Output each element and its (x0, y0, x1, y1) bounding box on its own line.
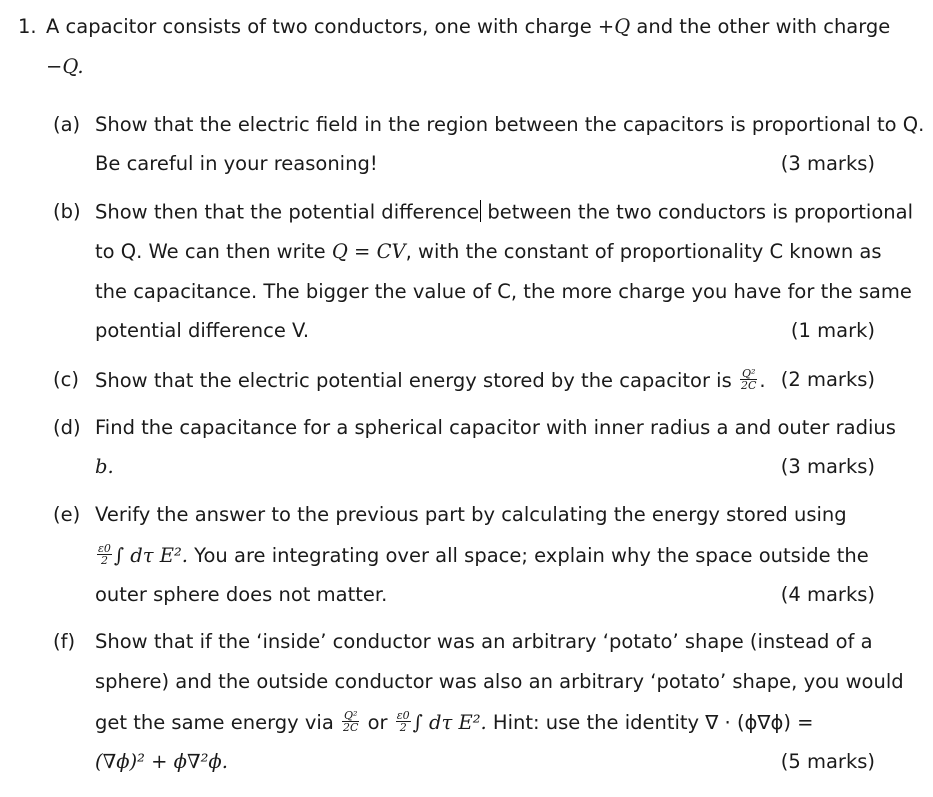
problem-intro-line-2: −Q. (46, 55, 84, 78)
part-f-label: (f) (53, 630, 76, 653)
energy-fraction-numerator: Q² (741, 367, 756, 380)
part-e-label: (e) (53, 503, 81, 526)
part-b-line-2 (95, 242, 882, 262)
part-b-label: (b) (53, 200, 81, 223)
part-d-line-2: b. (95, 455, 114, 478)
intro-text-b: and the other with charge (630, 15, 891, 38)
part-c-label: (c) (53, 368, 79, 391)
epsilon-fraction-f-denominator: 2 (399, 721, 407, 734)
part-f-line-3 (95, 709, 814, 735)
epsilon-fraction-numerator: ε0 (98, 542, 111, 555)
intro-charge-positive: +Q (597, 15, 631, 38)
epsilon-fraction-denominator: 2 (100, 554, 108, 567)
part-d-line-1: Find the capacitance for a spherical capacitor with inner radius a and outer radius (95, 416, 896, 439)
part-a-label: (a) (53, 113, 81, 136)
part-f-line-1: Show that if the ‘inside’ conductor was an arbitrary ‘potato’ shape (instead of a (95, 630, 873, 653)
part-f-or: or (361, 711, 394, 734)
part-e-line-1: Verify the answer to the previous part by calculating the energy stored using (95, 503, 847, 526)
energy-integral-f: ∫ dτ E². (412, 711, 487, 734)
text-cursor (480, 200, 481, 222)
part-f-line-3-a: get the same energy via (95, 711, 340, 734)
problem-number: 1. (18, 15, 37, 38)
energy-fraction-f-denominator: 2C (342, 721, 359, 734)
part-c-text: Show that the electric potential energy stored by the capacitor is (95, 369, 738, 392)
part-f-hint: Hint: use the identity ∇ · (ϕ∇ϕ) = (486, 711, 814, 734)
part-a-marks: (3 marks) (780, 152, 875, 175)
intro-text-a: A capacitor consists of two conductors, one with charge (46, 15, 598, 38)
part-b-equation: Q = CV (331, 240, 406, 263)
part-c-period: . (759, 369, 766, 392)
energy-fraction-f (342, 710, 359, 733)
part-a-line-2: Be careful in your reasoning! (95, 152, 378, 175)
part-f-marks: (5 marks) (780, 750, 875, 773)
part-b-line-1-b: between the two conductors is proportional (481, 200, 913, 224)
part-a-line-1: Show that the electric field in the region between the capacitors is proportional to Q. (95, 113, 925, 136)
epsilon-fraction (97, 543, 112, 566)
part-b-line-2-a: to Q. We can then write (95, 240, 332, 263)
part-b-line-1-a: Show then that the potential difference (95, 200, 480, 224)
energy-fraction-f-numerator: Q² (343, 709, 358, 722)
part-b-line-4: potential difference V. (95, 319, 310, 342)
part-e-line-2 (95, 542, 869, 568)
part-f-line-2: sphere) and the outside conductor was also an arbitrary ‘potato’ shape, you would (95, 670, 904, 693)
part-e-line-3: outer sphere does not matter. (95, 583, 388, 606)
part-d-label: (d) (53, 416, 81, 439)
epsilon-fraction-f (396, 710, 411, 733)
part-c-marks: (2 marks) (780, 368, 875, 391)
part-b-line-3: the capacitance. The bigger the value of C, the more charge you have for the same (95, 280, 912, 303)
part-b-line-2-b: , with the constant of proportionality C known as (405, 240, 882, 263)
part-c-line-1 (95, 367, 766, 393)
energy-fraction (740, 368, 757, 391)
part-b-line-1 (95, 202, 913, 224)
part-e-line-2-text: You are integrating over all space; explain why the space outside the (187, 544, 869, 567)
problem-intro-line-1 (46, 15, 891, 38)
part-b-marks: (1 mark) (790, 319, 875, 342)
epsilon-fraction-f-numerator: ε0 (396, 709, 410, 722)
part-f-line-4: (∇ϕ)² + ϕ∇²ϕ. (95, 750, 228, 773)
energy-integral: ∫ dτ E². (113, 544, 188, 567)
part-e-marks: (4 marks) (780, 583, 875, 606)
energy-fraction-denominator: 2C (740, 379, 757, 392)
part-d-marks: (3 marks) (780, 455, 875, 478)
